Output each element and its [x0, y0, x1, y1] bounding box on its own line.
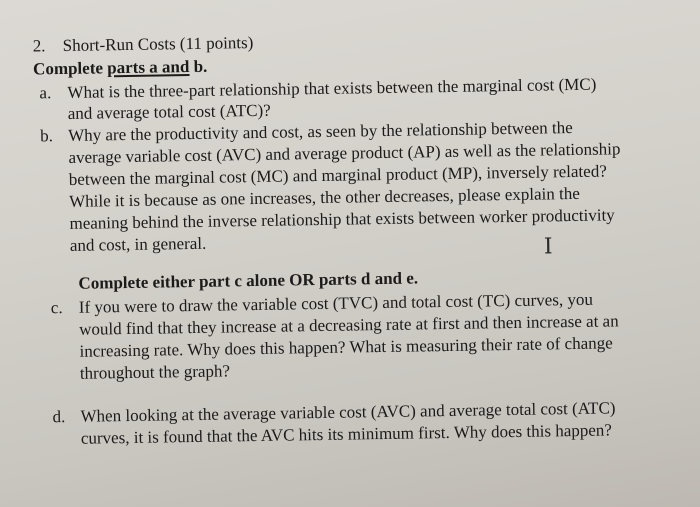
question-title: Short-Run Costs (11 points) — [62, 33, 254, 56]
part-c-line: throughout the graph? — [79, 361, 231, 383]
part-b-line: between the marginal cost (MC) and marginal product (MP), inversely related? — [68, 161, 607, 189]
text-cursor-icon: I — [543, 234, 553, 260]
part-d-line: When looking at the average variable cost (AVC) and average total cost (ATC) — [80, 398, 616, 426]
part-d-marker: d. — [52, 407, 66, 427]
part-b-line: Why are the productivity and cost, as seen by the relationship between the — [67, 118, 573, 145]
part-a-line: What is the three-part relationship that exists between the marginal cost (MC) — [67, 74, 597, 102]
choice-instruction: Complete either part c alone OR parts d and e. — [78, 268, 419, 293]
part-b-line: average variable cost (AVC) and average product (AP) as well as the relationship — [68, 139, 621, 167]
part-c-line: If you were to draw the variable cost (TVC) and total cost (TC) curves, you — [78, 289, 594, 317]
part-b-line: and cost, in general. — [69, 233, 207, 255]
instruction-underlined: parts a and — [107, 57, 190, 78]
part-b-marker: b. — [39, 126, 54, 146]
part-c-marker: c. — [50, 298, 63, 318]
instruction-prefix: Complete — [32, 58, 108, 79]
part-a-marker: a. — [39, 83, 52, 103]
question-instruction — [33, 58, 208, 79]
part-a-line: and average total cost (ATC)? — [67, 100, 271, 123]
part-c-line: increasing rate. Why does this happen? What is measuring their rate of change — [79, 333, 613, 361]
part-b-line: While it is because as one increases, the other decreases, please explain the — [69, 183, 580, 211]
part-c-line: would find that they increase at a decreasing rate at first and then increase at an — [79, 311, 619, 339]
part-d-line: curves, it is found that the AVC hits its minimum first. Why does this happen? — [80, 420, 613, 448]
part-b-line: meaning behind the inverse relationship that exists between worker productivity — [69, 205, 615, 233]
instruction-suffix: b. — [189, 56, 208, 77]
question-number: 2. — [32, 36, 46, 56]
